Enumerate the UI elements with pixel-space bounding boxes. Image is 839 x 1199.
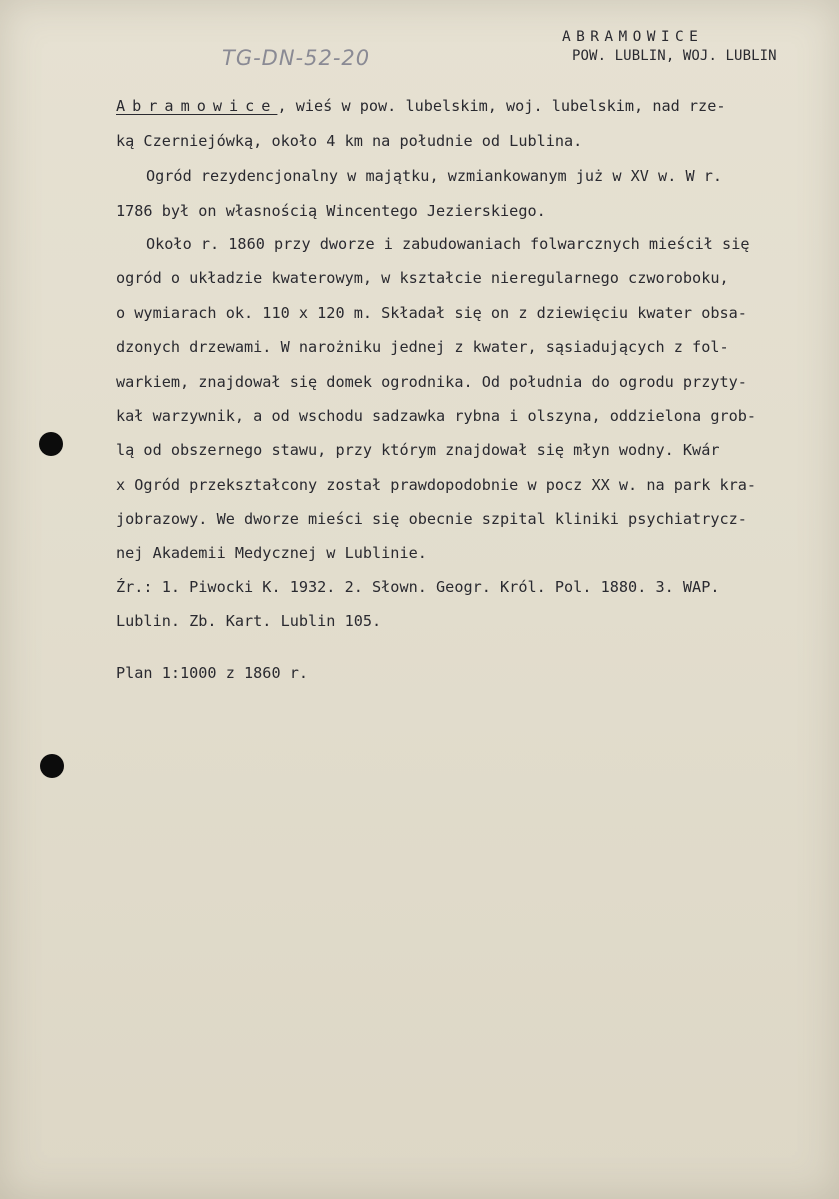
paragraph-3-line-6: kał warzywnik, a od wschodu sadzawka rybna i olszyna, oddzielona grob- bbox=[116, 407, 757, 425]
plan-note bbox=[116, 664, 836, 682]
paragraph-3-line-8: x Ogród przekształcony został prawdopodobnie w pocz XX w. na park kra- bbox=[116, 476, 757, 494]
sources-line-2: Lublin. Zb. Kart. Lublin 105. bbox=[116, 612, 382, 630]
paragraph-3-line-2: ogród o układzie kwaterowym, w kształcie nieregularnego czworoboku, bbox=[116, 269, 729, 287]
paragraph-1-line-2: ką Czerniejówką, około 4 km na południe od Lublina. bbox=[116, 132, 583, 150]
punch-hole-lower bbox=[40, 754, 64, 778]
paragraph-2-line-1: Ogród rezydencjonalny w majątku, wzmiankowanym już w XV w. W r. bbox=[146, 167, 723, 185]
handwritten-reference: TG-DN-52-20 bbox=[222, 46, 371, 70]
paragraph-1-line-1 bbox=[116, 97, 836, 115]
paragraph-3-line-3: o wymiarach ok. 110 x 120 m. Składał się on z dziewięciu kwater obsa- bbox=[116, 304, 747, 322]
paragraph-3-line-9: jobrazowy. We dworze mieści się obecnie szpital kliniki psychiatrycz- bbox=[116, 510, 747, 528]
paragraph-3-line-5: warkiem, znajdował się domek ogrodnika. Od południa do ogrodu przyty- bbox=[116, 373, 747, 391]
punch-hole-upper bbox=[39, 432, 63, 456]
paragraph-2-line-2: 1786 był on własnością Wincentego Jezierskiego. bbox=[116, 202, 546, 220]
place-name: Abramowice bbox=[116, 97, 278, 115]
place-title: ABRAMOWICE bbox=[562, 29, 704, 45]
paragraph-3-line-10: nej Akademii Medycznej w Lublinie. bbox=[116, 544, 427, 562]
paragraph-3-line-7: lą od obszernego stawu, przy którym znajdował się młyn wodny. Kwár bbox=[116, 441, 720, 459]
paragraph-1-line-1-text: , wieś w pow. lubelskim, woj. lubelskim, nad rze- bbox=[277, 97, 726, 115]
plan-note-text: Plan 1:1000 z 1860 r. bbox=[116, 664, 309, 682]
paragraph-3-line-1: Około r. 1860 przy dworze i zabudowaniach folwarcznych mieścił się bbox=[146, 235, 750, 253]
sources-line-1: Źr.: 1. Piwocki K. 1932. 2. Słown. Geogr. Król. Pol. 1880. 3. WAP. bbox=[116, 578, 720, 596]
place-location: POW. LUBLIN, WOJ. LUBLIN bbox=[572, 48, 777, 64]
paragraph-3-line-4: dzonych drzewami. W narożniku jednej z kwater, sąsiadujących z fol- bbox=[116, 338, 729, 356]
